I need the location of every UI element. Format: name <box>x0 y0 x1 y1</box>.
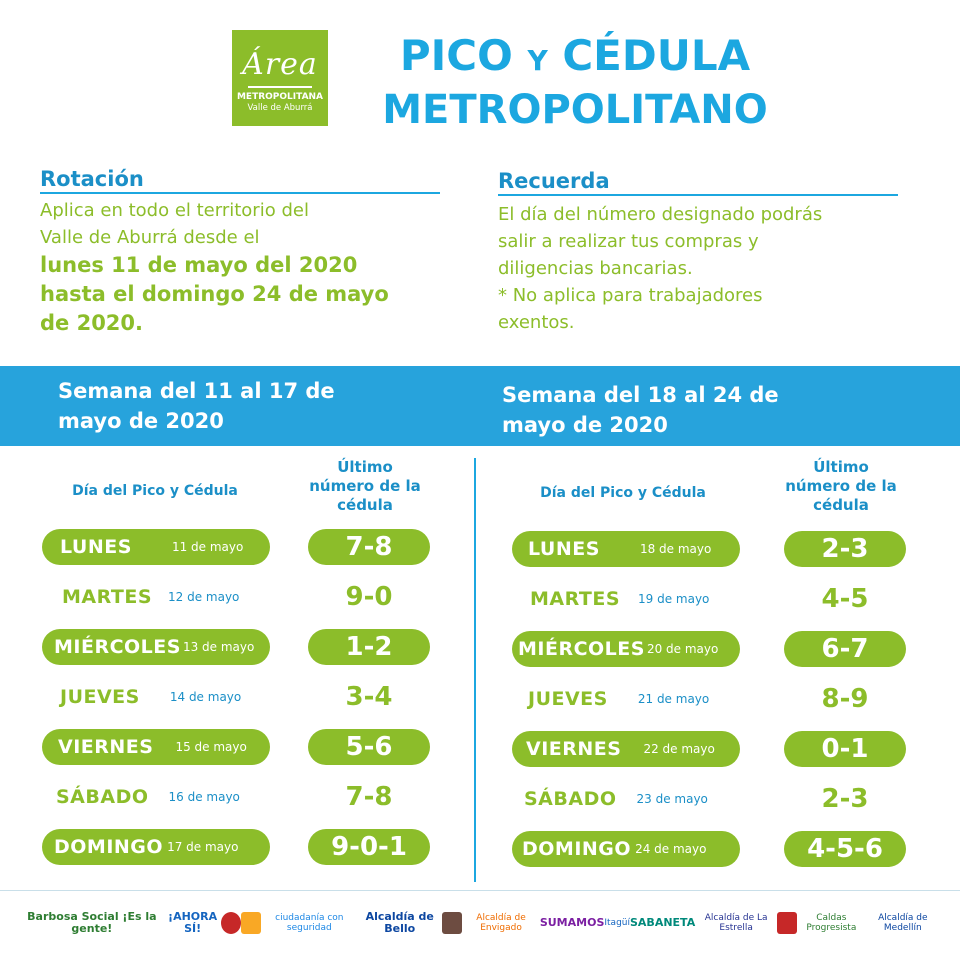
week2-number-header-l2: número de la <box>785 477 897 495</box>
week2-band-line1: Semana del 18 al 24 de <box>502 383 779 407</box>
week2-row-jueves <box>512 681 740 717</box>
rotacion-line1: Aplica en todo el territorio del <box>40 200 309 221</box>
week1-digits-viernes: 5-6 <box>308 729 430 765</box>
week1-band-line1: Semana del 11 al 17 de <box>58 379 335 403</box>
week2-digits-miercoles: 6-7 <box>784 631 906 667</box>
week2-digits-viernes: 0-1 <box>784 731 906 767</box>
page-title <box>360 30 790 133</box>
column-divider <box>474 458 476 882</box>
title-cedula: CÉDULA <box>562 31 751 80</box>
recuerda-text <box>498 201 938 336</box>
day-name: JUEVES <box>528 688 608 710</box>
day-name: VIERNES <box>526 738 622 760</box>
logo-line2: Valle de Aburrá <box>247 103 313 113</box>
day-date: 14 de mayo <box>169 690 242 704</box>
sponsor-text: Alcaldía de Envigado <box>476 913 526 933</box>
rotacion-text <box>40 197 460 338</box>
week1-row-domingo <box>42 829 270 865</box>
week2-digits-lunes: 2-3 <box>784 531 906 567</box>
day-date: 17 de mayo <box>167 840 239 854</box>
week1-digits-jueves: 3-4 <box>345 682 393 712</box>
day-date: 23 de mayo <box>636 792 708 806</box>
week1-row-viernes <box>42 729 270 765</box>
recuerda-line1: El día del número designado podrás <box>498 204 823 225</box>
week2-digits-sabado: 2-3 <box>821 784 869 814</box>
day-name: MIÉRCOLES <box>518 638 645 660</box>
sponsor-text: Alcaldía de Bello <box>365 910 434 935</box>
rotacion-bold3: de 2020. <box>40 311 144 335</box>
week1-row-jueves <box>42 679 270 715</box>
sponsor-text: ciudadanía con seguridad <box>275 913 344 933</box>
sponsor-sumamos-logo <box>540 917 605 929</box>
sponsor-text: SUMAMOS <box>539 916 605 929</box>
sponsor-text: SABANETA <box>630 916 696 929</box>
week2-band-title <box>502 380 779 440</box>
logo-area-text: Área <box>242 47 318 82</box>
week1-row-sabado <box>42 779 270 815</box>
recuerda-line2: salir a realizar tus compras y <box>498 231 759 252</box>
week1-number-header <box>300 458 430 515</box>
sponsor-seal-logo <box>221 912 241 934</box>
week2-row-lunes <box>512 531 740 567</box>
sponsor-emblem-logo <box>442 912 462 934</box>
sponsor-envigado-logo <box>462 913 540 933</box>
week2-number-header-l3: cédula <box>813 496 869 514</box>
day-name: DOMINGO <box>54 836 164 858</box>
recuerda-line5: exentos. <box>498 312 575 333</box>
day-date: 12 de mayo <box>168 590 240 604</box>
day-name: MARTES <box>62 586 153 608</box>
sponsor-sabaneta-logo <box>630 917 695 929</box>
sponsor-logos <box>20 898 940 948</box>
sponsor-text: Alcaldía de Medellín <box>878 913 928 933</box>
day-date: 13 de mayo <box>182 640 255 654</box>
title-y: Y <box>527 44 548 77</box>
week1-row-martes <box>42 579 270 615</box>
week2-day-header: Día del Pico y Cédula <box>540 485 706 501</box>
day-name: DOMINGO <box>522 838 632 860</box>
rotacion-line2: Valle de Aburrá desde el <box>40 227 260 248</box>
week2-digits-martes: 4-5 <box>821 584 869 614</box>
week2-row-martes <box>512 581 740 617</box>
day-date: 24 de mayo <box>635 842 707 856</box>
week1-number-header-l1: Último <box>337 458 393 476</box>
week1-row-miercoles <box>42 629 270 665</box>
recuerda-line3: diligencias bancarias. <box>498 258 693 279</box>
week1-digits-domingo: 9-0-1 <box>308 829 430 865</box>
day-date: 18 de mayo <box>639 542 712 556</box>
recuerda-line4: * No aplica para trabajadores <box>498 285 763 306</box>
day-date: 19 de mayo <box>638 592 710 606</box>
sponsor-la-estrella-logo <box>695 913 777 933</box>
footer-divider <box>0 890 960 891</box>
week1-number-header-l2: número de la <box>309 477 421 495</box>
week2-band-line2: mayo de 2020 <box>502 413 668 437</box>
week2-row-sabado <box>512 781 740 817</box>
week2-digits-jueves: 8-9 <box>821 684 869 714</box>
day-name: SÁBADO <box>56 786 149 808</box>
sponsor-itagui-logo <box>604 918 630 928</box>
sponsor-text: Alcaldía de La Estrella <box>704 913 768 933</box>
sponsor-bello-logo <box>357 911 442 935</box>
week1-band-title <box>58 376 335 436</box>
title-line1 <box>360 30 790 87</box>
week1-digits-lunes: 7-8 <box>308 529 430 565</box>
week2-number-header-l1: Último <box>813 458 869 476</box>
week1-row-lunes <box>42 529 270 565</box>
day-name: VIERNES <box>58 736 154 758</box>
day-date: 11 de mayo <box>171 540 244 554</box>
rotacion-heading: Rotación <box>40 166 440 194</box>
logo-line1: METROPOLITANA <box>236 92 324 102</box>
rotacion-bold1: lunes 11 de mayo del 2020 <box>40 253 358 277</box>
week1-band-line2: mayo de 2020 <box>58 409 224 433</box>
sponsor-text: Barbosa Social ¡Es la gente! <box>27 910 157 935</box>
sponsor-seguridad-logo <box>261 913 357 933</box>
sponsor-barbosa-logo <box>20 911 164 935</box>
day-name: LUNES <box>60 536 132 558</box>
day-name: SÁBADO <box>524 788 617 810</box>
sponsor-crest-logo <box>777 912 797 934</box>
week1-digits-martes: 9-0 <box>345 582 393 612</box>
logo-swoosh <box>248 86 312 88</box>
recuerda-heading: Recuerda <box>498 168 898 196</box>
day-date: 20 de mayo <box>646 642 719 656</box>
week2-row-viernes <box>512 731 740 767</box>
day-name: MARTES <box>530 588 621 610</box>
sponsor-text: Caldas Progresista <box>806 913 857 933</box>
week1-number-header-l3: cédula <box>337 496 393 514</box>
week1-day-header: Día del Pico y Cédula <box>72 483 238 499</box>
sponsor-text: ¡AHORA SÍ! <box>168 910 218 935</box>
day-name: MIÉRCOLES <box>54 636 181 658</box>
week2-digits-domingo: 4-5-6 <box>784 831 906 867</box>
day-name: LUNES <box>528 538 600 560</box>
day-date: 22 de mayo <box>643 742 715 756</box>
week2-row-domingo <box>512 831 740 867</box>
area-metropolitana-logo <box>232 30 328 126</box>
sponsor-ahora-si-logo <box>164 911 222 935</box>
title-line2: METROPOLITANO <box>382 87 768 133</box>
week2-row-miercoles <box>512 631 740 667</box>
day-date: 16 de mayo <box>168 790 240 804</box>
day-name: JUEVES <box>60 686 140 708</box>
week2-number-header <box>776 458 906 515</box>
sponsor-text: Itagüí <box>604 918 630 928</box>
sponsor-caldas-logo <box>797 913 866 933</box>
day-date: 15 de mayo <box>175 740 247 754</box>
week1-digits-sabado: 7-8 <box>345 782 393 812</box>
rotacion-bold2: hasta el domingo 24 de mayo <box>40 282 389 306</box>
sponsor-shield-logo <box>241 912 261 934</box>
day-date: 21 de mayo <box>637 692 710 706</box>
week1-digits-miercoles: 1-2 <box>308 629 430 665</box>
title-pico: PICO <box>399 31 513 80</box>
sponsor-medellin-logo <box>866 913 940 933</box>
